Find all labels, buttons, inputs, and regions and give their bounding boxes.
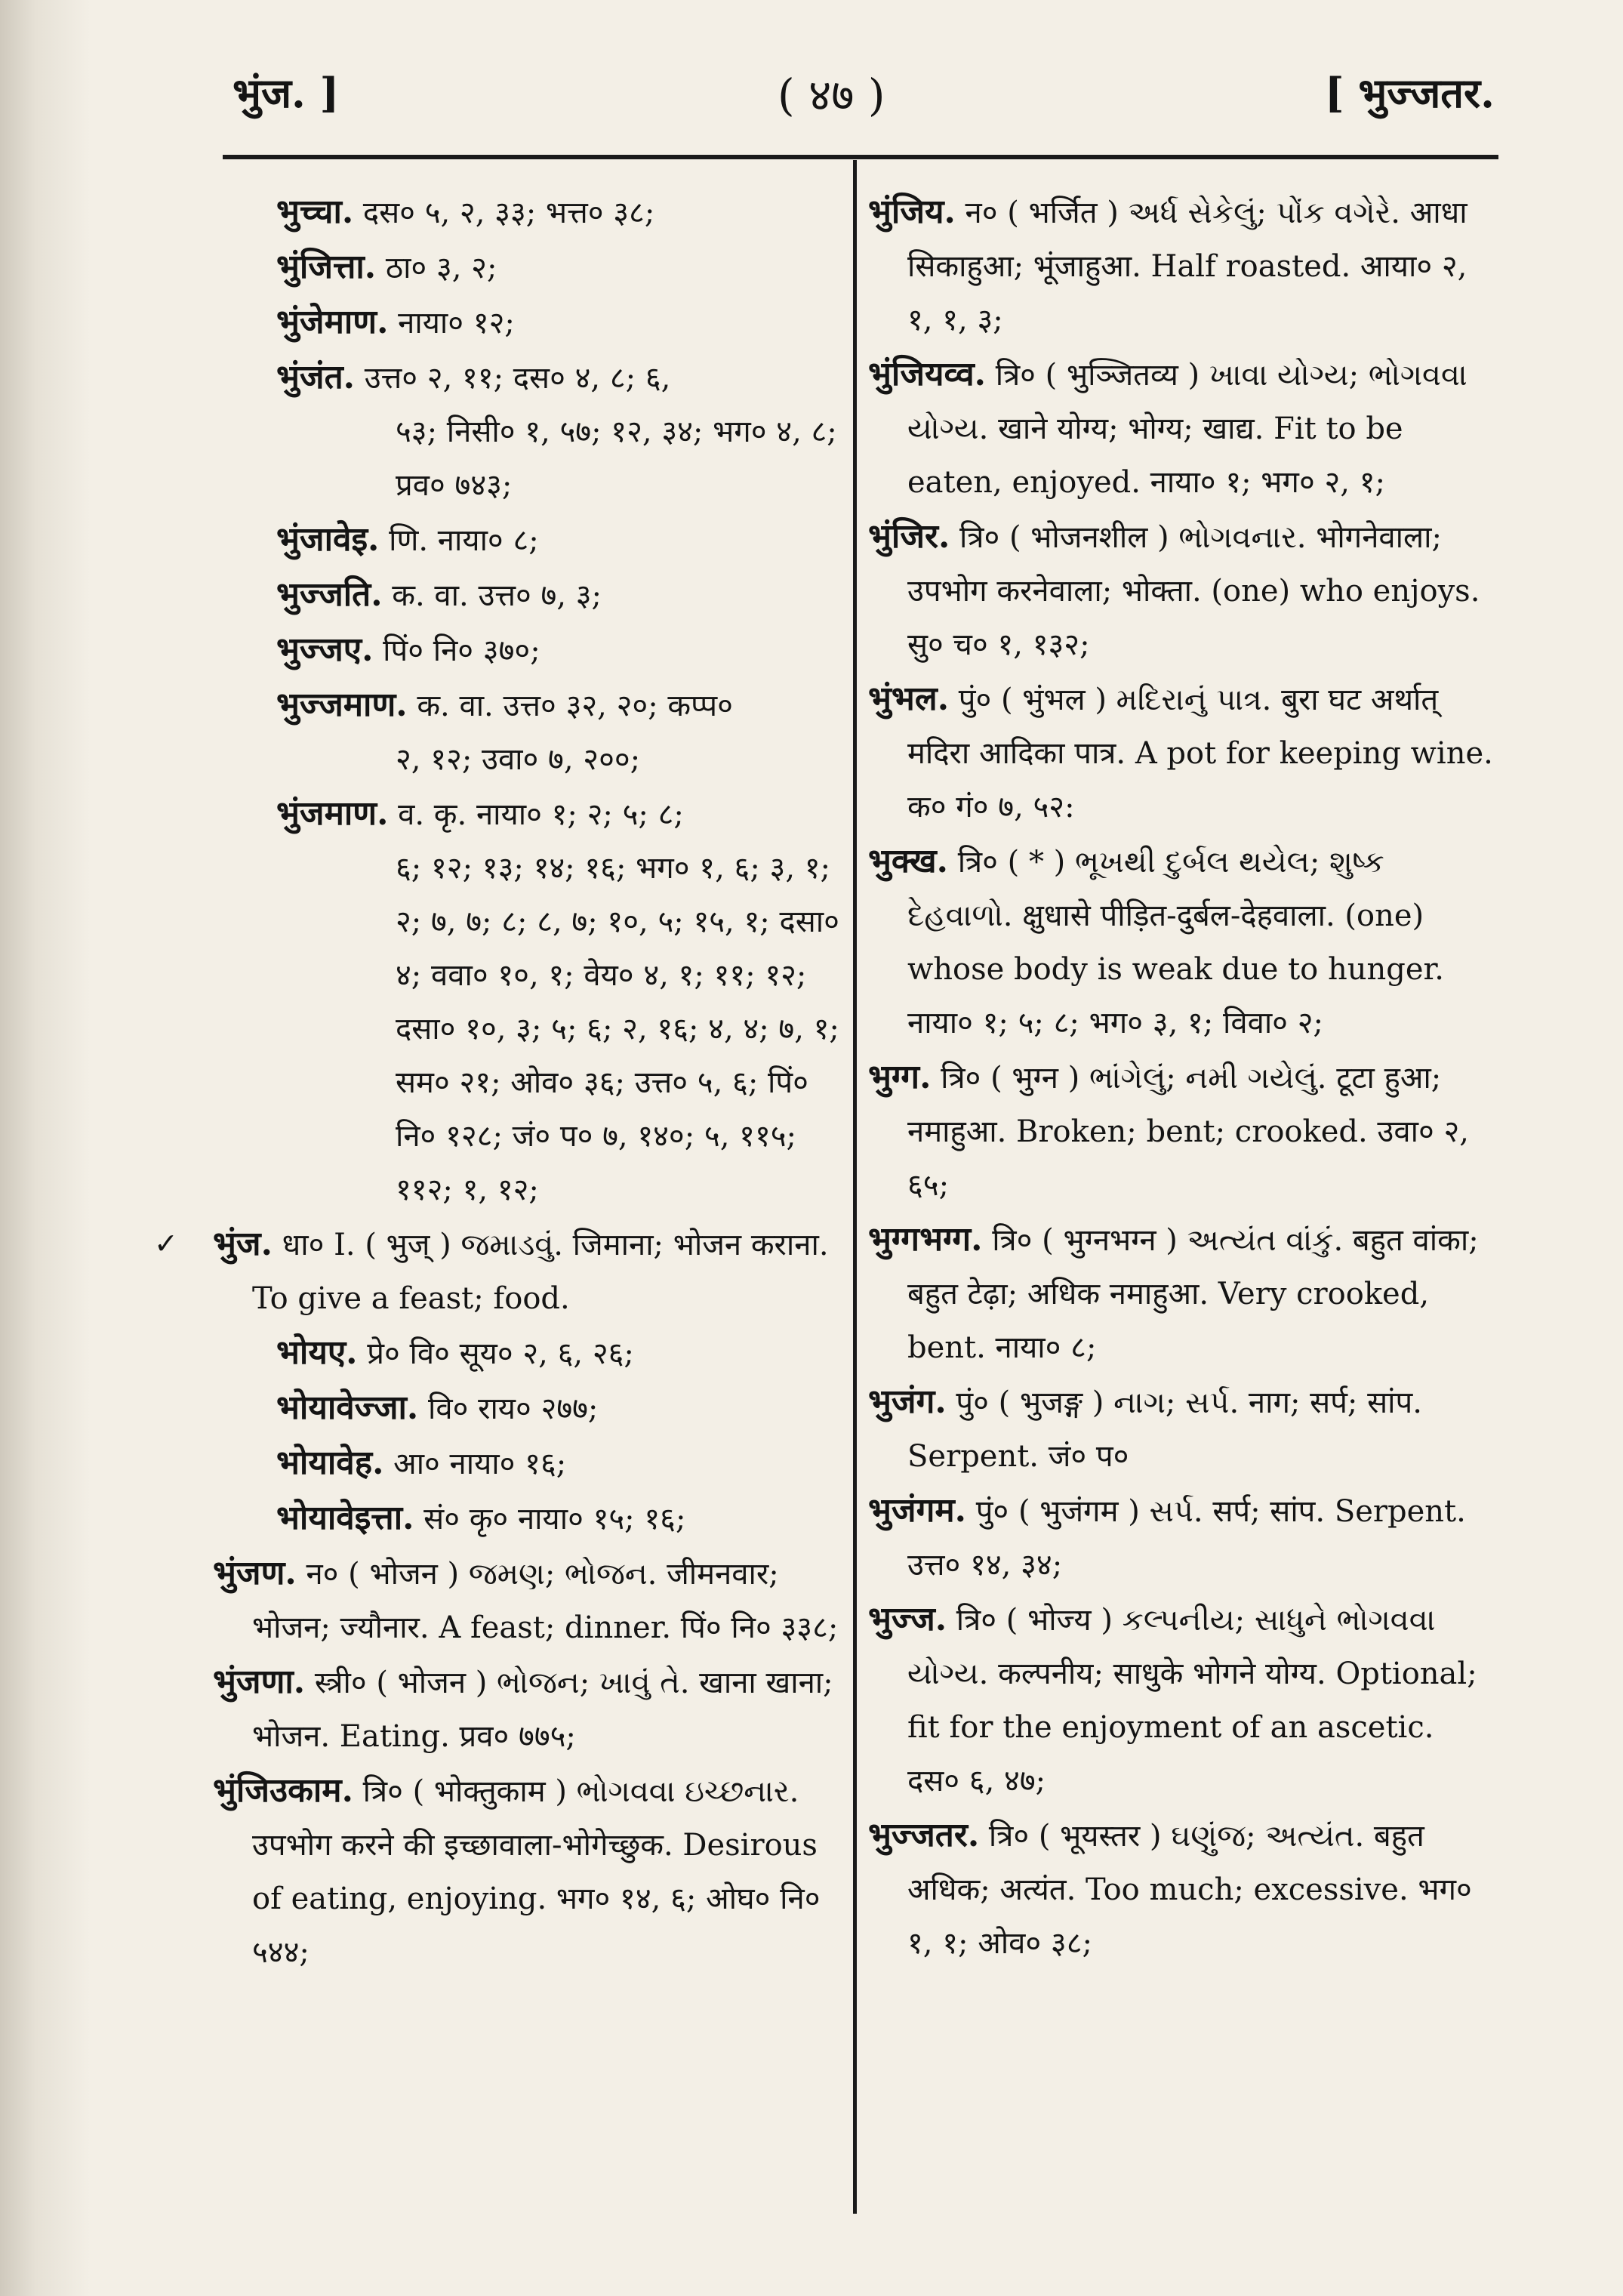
dictionary-entry: ✓ भुंज. धा० I. ( भुज् ) જમાડવું. जिमाना; भोजन कराना. To give a feast; food. xyxy=(154,1225,829,1316)
dictionary-entry xyxy=(868,1808,1495,1971)
entry-text: क. वा. उत्त० ७, ३; xyxy=(392,578,602,613)
headword: भुंजणा. xyxy=(213,1663,306,1701)
headword: भुंजण. xyxy=(213,1554,297,1592)
headword: भुंजिय. xyxy=(868,193,956,231)
dictionary-entry xyxy=(213,1764,839,1980)
dictionary-entry xyxy=(213,1491,839,1546)
dictionary-entry xyxy=(868,510,1495,672)
entry-text: पुं० ( भुजंगम ) સર્પ. सर्प; सांप. Serpent. उत्त० १४, ३४; xyxy=(907,1494,1466,1583)
entry-text: आ० नाया० १६; xyxy=(393,1447,567,1481)
entry-text: दस० ५, २, ३३; भत्त० ३८; xyxy=(362,196,655,230)
headword: भोयावेज्जा. xyxy=(276,1388,419,1427)
entry-text: व. कृ. नाया० १; २; ५; ८; xyxy=(398,797,684,832)
dictionary-entry xyxy=(213,350,839,513)
headword: भुज्जमाण. xyxy=(276,686,408,724)
headword: भुंजेमाण. xyxy=(276,303,389,341)
entry-text: त्रि० ( भोक्तुकाम ) ભોગવવા ઇચ્છનાર. उपभोग करने की इच्छावाला-भोगेच्छुक. Desirous of eating, enjoying. भग० १४, ६; ओघ० नि० ५४४; xyxy=(252,1774,821,1970)
headword: भुज्जति. xyxy=(276,575,383,614)
entry-text: पुं० ( भुजङ्ग ) નાગ; સર્પ. नाग; सर्प; सांप. Serpent. जं० प० xyxy=(907,1385,1422,1474)
headword: भुजंग. xyxy=(868,1382,947,1421)
entry-text: सं० कृ० नाया० १५; १६; xyxy=(423,1502,686,1536)
dictionary-entry xyxy=(213,787,839,1217)
page-number: ( ४७ ) xyxy=(778,69,885,121)
entry-text: ठा० ३, २; xyxy=(385,251,497,285)
headword: भुंजिर. xyxy=(868,517,950,556)
headword: भुंजिउकाम. xyxy=(213,1771,353,1810)
entry-continuation: ६; १२; १३; १४; १६; भग० १, ६; ३, १; २; ७, ७; ८; ८, ७; १०, ५; १५, १; दसा० ४; ववा० १०, १; वेय० ४, १; ११; १२; दसा० १०, ३; ५; ६; २, १६; ४, ४; ७, १; सम० २१; ओव० ३६; उत्त० ५, ६; पिं० नि० १२८; जं० प० ७, १४०; ५, ११५; ११२; १, १२; xyxy=(396,851,839,1207)
entry-text: न० ( भर्जित ) અર્ધ સેકેલું; પોંક વગેરે. आधा सिकाहुआ; भूंजाहुआ. Half roasted. आया० २, १, १, ३; xyxy=(907,196,1467,337)
headword: भोयावेइत्ता. xyxy=(276,1499,414,1537)
entry-text: त्रि० ( * ) ભૂખથી દુર્બલ થયેલ; શુષ્ક દેહવાળો. क्षुधासे पीड़ित-दुर्बल-देहवाला. (one) whose body is weak due to hunger. नाया० १; ५; ८; भग० ३, १; विवा० २; xyxy=(907,845,1444,1040)
right-column xyxy=(868,185,1495,1971)
entry-text: त्रि० ( भोज्य ) કલ્પનીય; સાધુને ભોગવવા યોગ્ય. कल्पनीय; साधुके भोगने योग्य. Optional; fit for the enjoyment of an ascetic. दस० ६, ४७; xyxy=(907,1603,1477,1798)
dictionary-entry xyxy=(868,672,1495,834)
entry-text: वि० राय० २७७; xyxy=(427,1391,599,1426)
dictionary-entry xyxy=(213,678,839,787)
entry-text: न० ( भोजन ) જમણ; ભોજન. जीमनवार; भोजन; ज्यौनार. A feast; dinner. पिं० नि० ३३८; xyxy=(252,1557,839,1645)
page-edge xyxy=(0,0,91,2296)
headword: भोयए. xyxy=(276,1333,358,1372)
entry-text: पुं० ( भुंभल ) મદિરાનું પાત્ર. बुरा घट अर्थात् मदिरा आदिका पात्र. A pot for keeping wine. क० गं० ७, ५२: xyxy=(907,683,1493,824)
running-head-left: भुंज. ] xyxy=(233,69,340,117)
left-column xyxy=(154,185,839,1980)
dictionary-entry xyxy=(868,1592,1495,1808)
headword: भुजंगम. xyxy=(868,1491,966,1530)
dictionary-entry xyxy=(213,568,839,623)
entry-text: स्त्री० ( भोजन ) ભોજન; ખાવું તે. खाना खाना; भोजन. Eating. प्रव० ७७५; xyxy=(252,1666,833,1754)
dictionary-entry xyxy=(868,185,1495,347)
headword: भुग्ग. xyxy=(868,1058,932,1096)
headword: भुंजंत. xyxy=(276,358,355,396)
dictionary-entry xyxy=(213,1381,839,1436)
dictionary-entry xyxy=(213,1655,839,1764)
headword: भुंजित्ता. xyxy=(276,248,377,286)
dictionary-entry xyxy=(213,295,839,350)
headword: भुच्चा. xyxy=(276,193,354,231)
entry-text: प्रे० वि० सूय० २, ६, २६; xyxy=(367,1336,634,1371)
dictionary-entry xyxy=(868,1213,1495,1375)
entry-text: त्रि० ( भोजनशील ) ભોગવનાર. भोगनेवाला; उपभोग करनेवाला; भोक्ता. (one) who enjoys. सु० च० १, १३२; xyxy=(907,520,1480,662)
headword: भुंजमाण. xyxy=(276,794,389,833)
running-head-right: [ भुज्जतर. xyxy=(1325,69,1495,117)
entry-text: त्रि० ( भूयस्तर ) ઘણુંજ; અત્યંત. बहुत अधिक; अत्यंत. Too much; excessive. भग० १, १; ओव० ३८; xyxy=(907,1819,1472,1961)
dictionary-entry xyxy=(868,834,1495,1050)
headword: भुज्ज. xyxy=(868,1600,947,1638)
headword: भुंज. xyxy=(213,1225,273,1263)
dictionary-entry xyxy=(213,1546,839,1655)
entry-text: क. वा. उत्त० ३२, २०; कप्प० xyxy=(417,689,733,723)
dictionary-entry xyxy=(868,347,1495,510)
entry-text: त्रि० ( भुग्नभग्न ) અત્યંત વાંકું. बहुत वांका; बहुत टेढ़ा; अधिक नमाहुआ. Very crooked, bent. नाया० ८; xyxy=(907,1223,1479,1365)
entry-text: त्रि० ( भुग्न ) ભાંગેલું; નમી ગયેલું. टूटा हुआ; नमाहुआ. Broken; bent; crooked. उवा० २, ६५; xyxy=(907,1061,1469,1203)
header-rule xyxy=(223,155,1498,159)
entry-continuation: ५३; निसी० १, ५७; १२, ३४; भग० ४, ८; प्रव० ७४३; xyxy=(396,415,837,503)
dictionary-entry xyxy=(213,513,839,568)
entry-text: धा० I. ( भुज् ) જમાડવું. जिमाना; भोजन कराना. To give a feast; food. xyxy=(252,1228,829,1316)
entry-text: उत्त० २, ११; दस० ४, ८; ६, xyxy=(364,361,671,396)
headword: भुग्गभग्ग. xyxy=(868,1220,983,1259)
entry-continuation: २, १२; उवा० ७, २००; xyxy=(396,742,641,777)
entry-text: नाया० १२; xyxy=(398,306,515,341)
headword: भुक्ख. xyxy=(868,842,948,880)
headword: भुज्जतर. xyxy=(868,1816,980,1854)
dictionary-entry xyxy=(868,1050,1495,1213)
headword: भुंभल. xyxy=(868,680,950,718)
headword: भुज्जए. xyxy=(276,630,374,669)
dictionary-entry xyxy=(213,240,839,295)
dictionary-entry xyxy=(868,1484,1495,1592)
entry-text: णि. नाया० ८; xyxy=(389,523,539,558)
entry-text: त्रि० ( भुञ्जितव्य ) ખાવા યોગ્ય; ભોગવવા યોગ્ય. खाने योग्य; भोग्य; खाद्य. Fit to be eaten, enjoyed. नाया० १; भग० २, १; xyxy=(907,358,1467,500)
headword: भुंजावेइ. xyxy=(276,520,380,559)
dictionary-entry xyxy=(868,1375,1495,1484)
dictionary-entry xyxy=(213,185,839,240)
dictionary-entry xyxy=(213,1326,839,1381)
dictionary-entry xyxy=(213,623,839,678)
headword: भोयावेह. xyxy=(276,1444,384,1482)
column-divider xyxy=(853,160,857,2214)
headword: भुंजियव्व. xyxy=(868,355,986,393)
entry-text: पिं० नि० ३७०; xyxy=(383,633,540,668)
dictionary-entry xyxy=(213,1436,839,1491)
